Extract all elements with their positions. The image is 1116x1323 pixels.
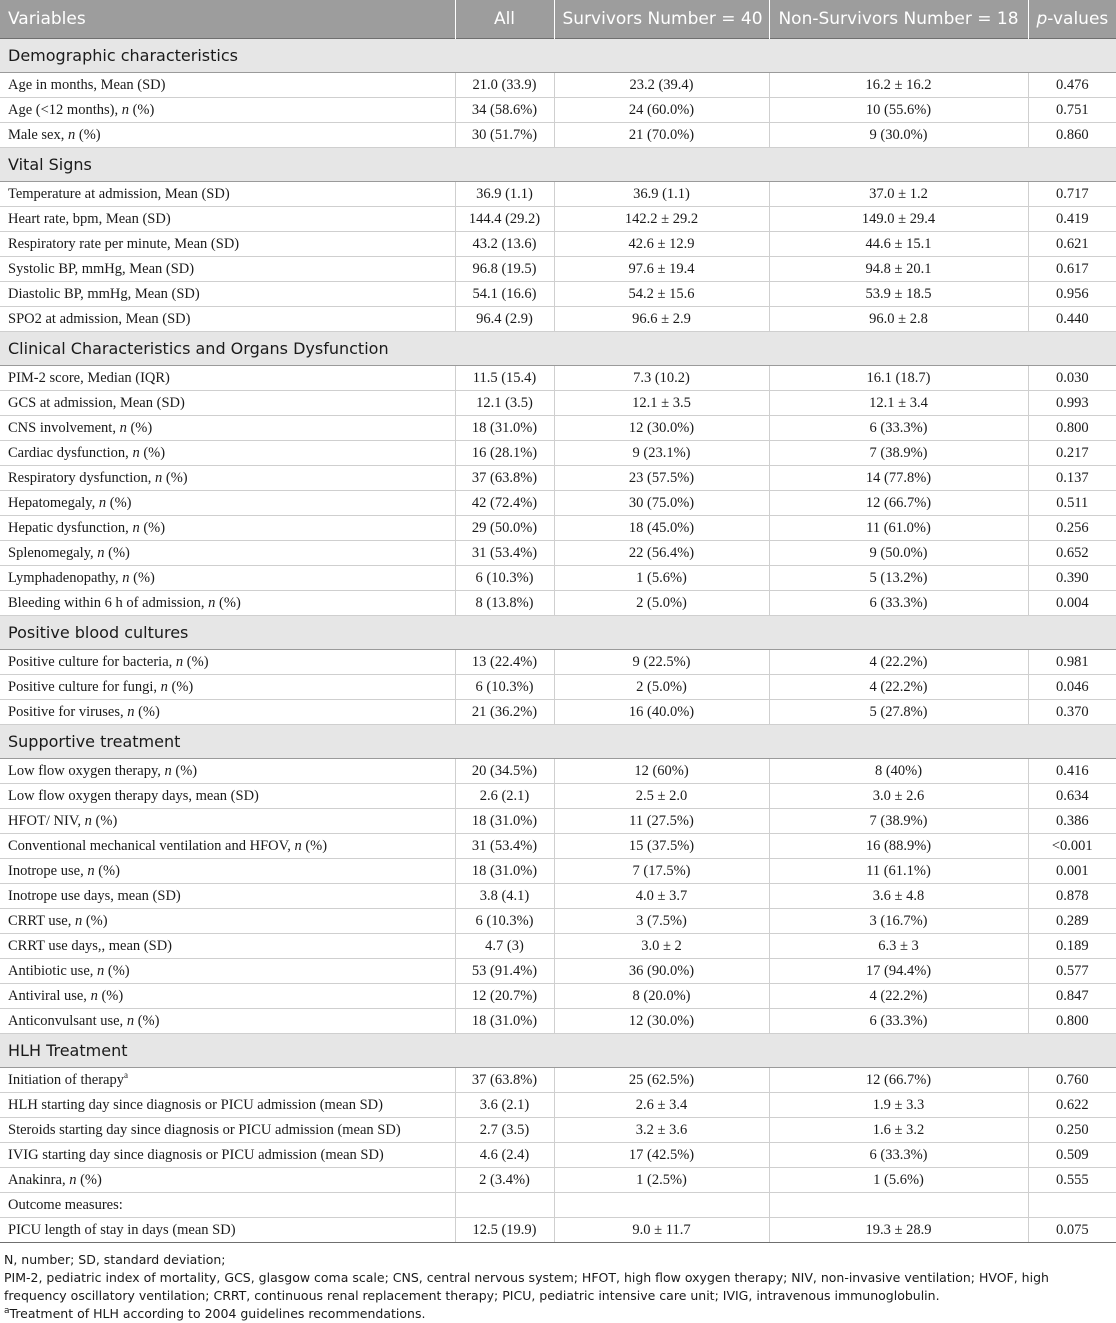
survivors-value: 142.2 ± 29.2 <box>554 207 769 232</box>
non-survivors-value: 6.3 ± 3 <box>769 934 1028 959</box>
survivors-value: 4.0 ± 3.7 <box>554 884 769 909</box>
survivors-value: 8 (20.0%) <box>554 984 769 1009</box>
survivors-value: 25 (62.5%) <box>554 1068 769 1093</box>
table-row <box>0 391 1116 416</box>
non-survivors-value: 16.1 (18.7) <box>769 366 1028 391</box>
all-value: 43.2 (13.6) <box>455 232 554 257</box>
p-value: 0.800 <box>1028 1009 1116 1034</box>
p-value: 0.390 <box>1028 566 1116 591</box>
table-row <box>0 182 1116 207</box>
row-label: HFOT/ NIV, n (%) <box>0 809 455 834</box>
non-survivors-value: 17 (94.4%) <box>769 959 1028 984</box>
all-value: 12.1 (3.5) <box>455 391 554 416</box>
p-value: 0.617 <box>1028 257 1116 282</box>
row-label: Splenomegaly, n (%) <box>0 541 455 566</box>
row-label: Lymphadenopathy, n (%) <box>0 566 455 591</box>
table-row <box>0 1193 1116 1218</box>
survivors-value: 12 (60%) <box>554 759 769 784</box>
survivors-value: 2 (5.0%) <box>554 675 769 700</box>
table-row <box>0 441 1116 466</box>
non-survivors-value: 19.3 ± 28.9 <box>769 1218 1028 1243</box>
row-label: Initiation of therapy$^a$ <box>0 1068 455 1093</box>
all-value: 96.4 (2.9) <box>455 307 554 332</box>
all-value: 3.6 (2.1) <box>455 1093 554 1118</box>
survivors-value: 12.1 ± 3.5 <box>554 391 769 416</box>
non-survivors-value: 7 (38.9%) <box>769 441 1028 466</box>
non-survivors-value: 94.8 ± 20.1 <box>769 257 1028 282</box>
non-survivors-value: 14 (77.8%) <box>769 466 1028 491</box>
table-row <box>0 1068 1116 1093</box>
column-header-1: All <box>455 0 554 39</box>
non-survivors-value: 1.6 ± 3.2 <box>769 1118 1028 1143</box>
survivors-value: 36 (90.0%) <box>554 959 769 984</box>
all-value: 42 (72.4%) <box>455 491 554 516</box>
all-value: 30 (51.7%) <box>455 123 554 148</box>
row-label: Heart rate, bpm, Mean (SD) <box>0 207 455 232</box>
survivors-value: 23 (57.5%) <box>554 466 769 491</box>
all-value: 6 (10.3%) <box>455 909 554 934</box>
p-value: 0.993 <box>1028 391 1116 416</box>
non-survivors-value: 44.6 ± 15.1 <box>769 232 1028 257</box>
survivors-value: 22 (56.4%) <box>554 541 769 566</box>
p-value: 0.956 <box>1028 282 1116 307</box>
p-value: 0.577 <box>1028 959 1116 984</box>
table-row <box>0 650 1116 675</box>
p-value: 0.476 <box>1028 73 1116 98</box>
table-row <box>0 1218 1116 1243</box>
non-survivors-value: 4 (22.2%) <box>769 650 1028 675</box>
row-label: Bleeding within 6 h of admission, n (%) <box>0 591 455 616</box>
p-value: 0.878 <box>1028 884 1116 909</box>
p-value: 0.634 <box>1028 784 1116 809</box>
all-value: 96.8 (19.5) <box>455 257 554 282</box>
non-survivors-value: 3 (16.7%) <box>769 909 1028 934</box>
p-value: 0.289 <box>1028 909 1116 934</box>
survivors-value <box>554 1193 769 1218</box>
row-label: CRRT use, n (%) <box>0 909 455 934</box>
table-row <box>0 784 1116 809</box>
section-title: Supportive treatment <box>0 725 1116 759</box>
row-label: GCS at admission, Mean (SD) <box>0 391 455 416</box>
survivors-value: 3.2 ± 3.6 <box>554 1118 769 1143</box>
all-value: 18 (31.0%) <box>455 859 554 884</box>
p-value: 0.137 <box>1028 466 1116 491</box>
all-value: 18 (31.0%) <box>455 809 554 834</box>
non-survivors-value: 12 (66.7%) <box>769 491 1028 516</box>
row-label: PICU length of stay in days (mean SD) <box>0 1218 455 1243</box>
table-row <box>0 591 1116 616</box>
survivors-value: 15 (37.5%) <box>554 834 769 859</box>
survivors-value: 7.3 (10.2) <box>554 366 769 391</box>
row-label: Hepatic dysfunction, n (%) <box>0 516 455 541</box>
row-label: Age in months, Mean (SD) <box>0 73 455 98</box>
non-survivors-value: 1 (5.6%) <box>769 1168 1028 1193</box>
row-label: Anakinra, n (%) <box>0 1168 455 1193</box>
table-row <box>0 232 1116 257</box>
row-label: Antiviral use, n (%) <box>0 984 455 1009</box>
p-value: 0.370 <box>1028 700 1116 725</box>
table-row <box>0 1093 1116 1118</box>
column-header-3: Non-Survivors Number = 18 <box>769 0 1028 39</box>
non-survivors-value: 8 (40%) <box>769 759 1028 784</box>
section-header-row <box>0 725 1116 759</box>
p-value: 0.717 <box>1028 182 1116 207</box>
footnote-abbreviations-2: PIM-2, pediatric index of mortality, GCS, glasgow coma scale; CNS, central nervous system; HFOT, high flow oxygen therapy; NIV, non-invasive ventilation; HVOF, high frequency oscillatory ventilation; CRRT, continuous renal replacement therapy; PICU, pediatric intensive care unit; IVIG, intravenous immunoglobulin. <box>4 1270 1049 1303</box>
non-survivors-value: 6 (33.3%) <box>769 416 1028 441</box>
section-title: Demographic characteristics <box>0 39 1116 73</box>
survivors-value: 97.6 ± 19.4 <box>554 257 769 282</box>
survivors-value: 7 (17.5%) <box>554 859 769 884</box>
table-row <box>0 1143 1116 1168</box>
row-label: Positive culture for fungi, n (%) <box>0 675 455 700</box>
survivors-value: 3 (7.5%) <box>554 909 769 934</box>
non-survivors-value: 12.1 ± 3.4 <box>769 391 1028 416</box>
row-label: Anticonvulsant use, n (%) <box>0 1009 455 1034</box>
all-value: 37 (63.8%) <box>455 466 554 491</box>
row-label: Respiratory rate per minute, Mean (SD) <box>0 232 455 257</box>
non-survivors-value: 10 (55.6%) <box>769 98 1028 123</box>
p-value: 0.440 <box>1028 307 1116 332</box>
non-survivors-value: 9 (50.0%) <box>769 541 1028 566</box>
footnote-a <box>4 1305 1112 1323</box>
p-value: 0.046 <box>1028 675 1116 700</box>
section-title: HLH Treatment <box>0 1034 1116 1068</box>
p-value: 0.981 <box>1028 650 1116 675</box>
all-value: 54.1 (16.6) <box>455 282 554 307</box>
p-value: 0.189 <box>1028 934 1116 959</box>
table-row <box>0 909 1116 934</box>
row-label: Male sex, n (%) <box>0 123 455 148</box>
section-title: Clinical Characteristics and Organs Dysfunction <box>0 332 1116 366</box>
p-value: 0.509 <box>1028 1143 1116 1168</box>
row-label: Hepatomegaly, n (%) <box>0 491 455 516</box>
table-row <box>0 934 1116 959</box>
all-value: 2.7 (3.5) <box>455 1118 554 1143</box>
all-value: 6 (10.3%) <box>455 675 554 700</box>
table-row <box>0 959 1116 984</box>
all-value: 18 (31.0%) <box>455 416 554 441</box>
p-value: 0.555 <box>1028 1168 1116 1193</box>
survivors-value: 21 (70.0%) <box>554 123 769 148</box>
non-survivors-value: 6 (33.3%) <box>769 1009 1028 1034</box>
row-label: Steroids starting day since diagnosis or PICU admission (mean SD) <box>0 1118 455 1143</box>
non-survivors-value: 37.0 ± 1.2 <box>769 182 1028 207</box>
row-label: Conventional mechanical ventilation and HFOV, n (%) <box>0 834 455 859</box>
table-row <box>0 366 1116 391</box>
all-value: 144.4 (29.2) <box>455 207 554 232</box>
row-label: Cardiac dysfunction, n (%) <box>0 441 455 466</box>
row-label: IVIG starting day since diagnosis or PICU admission (mean SD) <box>0 1143 455 1168</box>
table-row <box>0 466 1116 491</box>
non-survivors-value: 149.0 ± 29.4 <box>769 207 1028 232</box>
table-row <box>0 282 1116 307</box>
survivors-value: 23.2 (39.4) <box>554 73 769 98</box>
row-label: CNS involvement, n (%) <box>0 416 455 441</box>
non-survivors-value: 16.2 ± 16.2 <box>769 73 1028 98</box>
all-value: 8 (13.8%) <box>455 591 554 616</box>
survivors-value: 12 (30.0%) <box>554 416 769 441</box>
all-value: 12.5 (19.9) <box>455 1218 554 1243</box>
all-value: 12 (20.7%) <box>455 984 554 1009</box>
survivors-value: 9 (22.5%) <box>554 650 769 675</box>
row-label: Respiratory dysfunction, n (%) <box>0 466 455 491</box>
section-header-row <box>0 616 1116 650</box>
table-row <box>0 759 1116 784</box>
all-value: 31 (53.4%) <box>455 541 554 566</box>
footnote-a-text: Treatment of HLH according to 2004 guidelines recommendations. <box>9 1306 426 1321</box>
non-survivors-value: 6 (33.3%) <box>769 591 1028 616</box>
table-row <box>0 123 1116 148</box>
non-survivors-value: 5 (13.2%) <box>769 566 1028 591</box>
survivors-value: 11 (27.5%) <box>554 809 769 834</box>
non-survivors-value: 3.6 ± 4.8 <box>769 884 1028 909</box>
p-value: 0.416 <box>1028 759 1116 784</box>
p-value: 0.622 <box>1028 1093 1116 1118</box>
all-value: 37 (63.8%) <box>455 1068 554 1093</box>
section-header-row <box>0 39 1116 73</box>
table-row <box>0 98 1116 123</box>
non-survivors-value: 9 (30.0%) <box>769 123 1028 148</box>
survivors-value: 2.6 ± 3.4 <box>554 1093 769 1118</box>
survivors-value: 24 (60.0%) <box>554 98 769 123</box>
footnote-marker: a <box>4 1305 10 1316</box>
survivors-value: 12 (30.0%) <box>554 1009 769 1034</box>
p-value: 0.621 <box>1028 232 1116 257</box>
all-value: 36.9 (1.1) <box>455 182 554 207</box>
p-value: 0.652 <box>1028 541 1116 566</box>
p-value: 0.001 <box>1028 859 1116 884</box>
survivors-value: 36.9 (1.1) <box>554 182 769 207</box>
row-label: Low flow oxygen therapy, n (%) <box>0 759 455 784</box>
section-header-row <box>0 332 1116 366</box>
row-label: Temperature at admission, Mean (SD) <box>0 182 455 207</box>
all-value: 4.6 (2.4) <box>455 1143 554 1168</box>
table-body <box>0 39 1116 1243</box>
all-value: 2.6 (2.1) <box>455 784 554 809</box>
p-value: 0.860 <box>1028 123 1116 148</box>
survivors-value: 42.6 ± 12.9 <box>554 232 769 257</box>
section-header-row <box>0 148 1116 182</box>
table-row <box>0 1168 1116 1193</box>
non-survivors-value: 4 (22.2%) <box>769 984 1028 1009</box>
table-row <box>0 984 1116 1009</box>
row-label: Systolic BP, mmHg, Mean (SD) <box>0 257 455 282</box>
table-row <box>0 566 1116 591</box>
survivors-value: 18 (45.0%) <box>554 516 769 541</box>
non-survivors-value <box>769 1193 1028 1218</box>
survivors-value: 2 (5.0%) <box>554 591 769 616</box>
all-value: 18 (31.0%) <box>455 1009 554 1034</box>
p-value: 0.250 <box>1028 1118 1116 1143</box>
p-value: 0.030 <box>1028 366 1116 391</box>
row-label: Low flow oxygen therapy days, mean (SD) <box>0 784 455 809</box>
table-row <box>0 834 1116 859</box>
all-value: 20 (34.5%) <box>455 759 554 784</box>
p-value: 0.256 <box>1028 516 1116 541</box>
survivors-value: 1 (5.6%) <box>554 566 769 591</box>
survivors-value: 3.0 ± 2 <box>554 934 769 959</box>
table-row <box>0 1118 1116 1143</box>
row-label: Inotrope use days, mean (SD) <box>0 884 455 909</box>
all-value <box>455 1193 554 1218</box>
row-label: Diastolic BP, mmHg, Mean (SD) <box>0 282 455 307</box>
table-row <box>0 516 1116 541</box>
survivors-value: 1 (2.5%) <box>554 1168 769 1193</box>
table-row <box>0 207 1116 232</box>
all-value: 34 (58.6%) <box>455 98 554 123</box>
row-label: SPO2 at admission, Mean (SD) <box>0 307 455 332</box>
table-row <box>0 859 1116 884</box>
non-survivors-value: 1.9 ± 3.3 <box>769 1093 1028 1118</box>
table-row <box>0 416 1116 441</box>
survivors-value: 9.0 ± 11.7 <box>554 1218 769 1243</box>
table-row <box>0 73 1116 98</box>
all-value: 13 (22.4%) <box>455 650 554 675</box>
survivors-value: 16 (40.0%) <box>554 700 769 725</box>
section-title: Positive blood cultures <box>0 616 1116 650</box>
footnotes <box>0 1251 1116 1323</box>
p-value: 0.386 <box>1028 809 1116 834</box>
table-row <box>0 307 1116 332</box>
p-value: 0.075 <box>1028 1218 1116 1243</box>
non-survivors-value: 53.9 ± 18.5 <box>769 282 1028 307</box>
all-value: 21 (36.2%) <box>455 700 554 725</box>
table-header <box>0 0 1116 39</box>
row-label: Outcome measures: <box>0 1193 455 1218</box>
all-value: 2 (3.4%) <box>455 1168 554 1193</box>
p-value: 0.004 <box>1028 591 1116 616</box>
non-survivors-value: 4 (22.2%) <box>769 675 1028 700</box>
all-value: 29 (50.0%) <box>455 516 554 541</box>
non-survivors-value: 96.0 ± 2.8 <box>769 307 1028 332</box>
column-header-4: p-values <box>1028 0 1116 39</box>
survivors-value: 54.2 ± 15.6 <box>554 282 769 307</box>
all-value: 53 (91.4%) <box>455 959 554 984</box>
p-value: 0.419 <box>1028 207 1116 232</box>
table-row <box>0 1009 1116 1034</box>
all-value: 21.0 (33.9) <box>455 73 554 98</box>
non-survivors-value: 3.0 ± 2.6 <box>769 784 1028 809</box>
table-row <box>0 257 1116 282</box>
all-value: 11.5 (15.4) <box>455 366 554 391</box>
section-title: Vital Signs <box>0 148 1116 182</box>
non-survivors-value: 7 (38.9%) <box>769 809 1028 834</box>
table-row <box>0 491 1116 516</box>
table-row <box>0 884 1116 909</box>
non-survivors-value: 5 (27.8%) <box>769 700 1028 725</box>
survivors-value: 17 (42.5%) <box>554 1143 769 1168</box>
non-survivors-value: 11 (61.0%) <box>769 516 1028 541</box>
all-value: 4.7 (3) <box>455 934 554 959</box>
all-value: 31 (53.4%) <box>455 834 554 859</box>
row-label: Inotrope use, n (%) <box>0 859 455 884</box>
non-survivors-value: 12 (66.7%) <box>769 1068 1028 1093</box>
non-survivors-value: 11 (61.1%) <box>769 859 1028 884</box>
column-header-2: Survivors Number = 40 <box>554 0 769 39</box>
survivors-value: 2.5 ± 2.0 <box>554 784 769 809</box>
row-label: Age (<12 months), n (%) <box>0 98 455 123</box>
row-label: Positive culture for bacteria, n (%) <box>0 650 455 675</box>
p-value: <0.001 <box>1028 834 1116 859</box>
table-row <box>0 809 1116 834</box>
survivors-value: 9 (23.1%) <box>554 441 769 466</box>
non-survivors-value: 6 (33.3%) <box>769 1143 1028 1168</box>
all-value: 16 (28.1%) <box>455 441 554 466</box>
footnote-abbreviations-1: N, number; SD, standard deviation; <box>4 1252 226 1267</box>
p-value: 0.751 <box>1028 98 1116 123</box>
section-header-row <box>0 1034 1116 1068</box>
table-row <box>0 700 1116 725</box>
p-value: 0.800 <box>1028 416 1116 441</box>
p-value <box>1028 1193 1116 1218</box>
p-value: 0.217 <box>1028 441 1116 466</box>
p-value: 0.511 <box>1028 491 1116 516</box>
column-header-0: Variables <box>0 0 455 39</box>
table-row <box>0 675 1116 700</box>
survivors-value: 96.6 ± 2.9 <box>554 307 769 332</box>
all-value: 6 (10.3%) <box>455 566 554 591</box>
row-label: HLH starting day since diagnosis or PICU admission (mean SD) <box>0 1093 455 1118</box>
row-label: PIM-2 score, Median (IQR) <box>0 366 455 391</box>
row-label: Positive for viruses, n (%) <box>0 700 455 725</box>
non-survivors-value: 16 (88.9%) <box>769 834 1028 859</box>
all-value: 3.8 (4.1) <box>455 884 554 909</box>
row-label: Antibiotic use, n (%) <box>0 959 455 984</box>
row-label: CRRT use days,, mean (SD) <box>0 934 455 959</box>
p-value: 0.760 <box>1028 1068 1116 1093</box>
p-value: 0.847 <box>1028 984 1116 1009</box>
survivors-value: 30 (75.0%) <box>554 491 769 516</box>
table-row <box>0 541 1116 566</box>
